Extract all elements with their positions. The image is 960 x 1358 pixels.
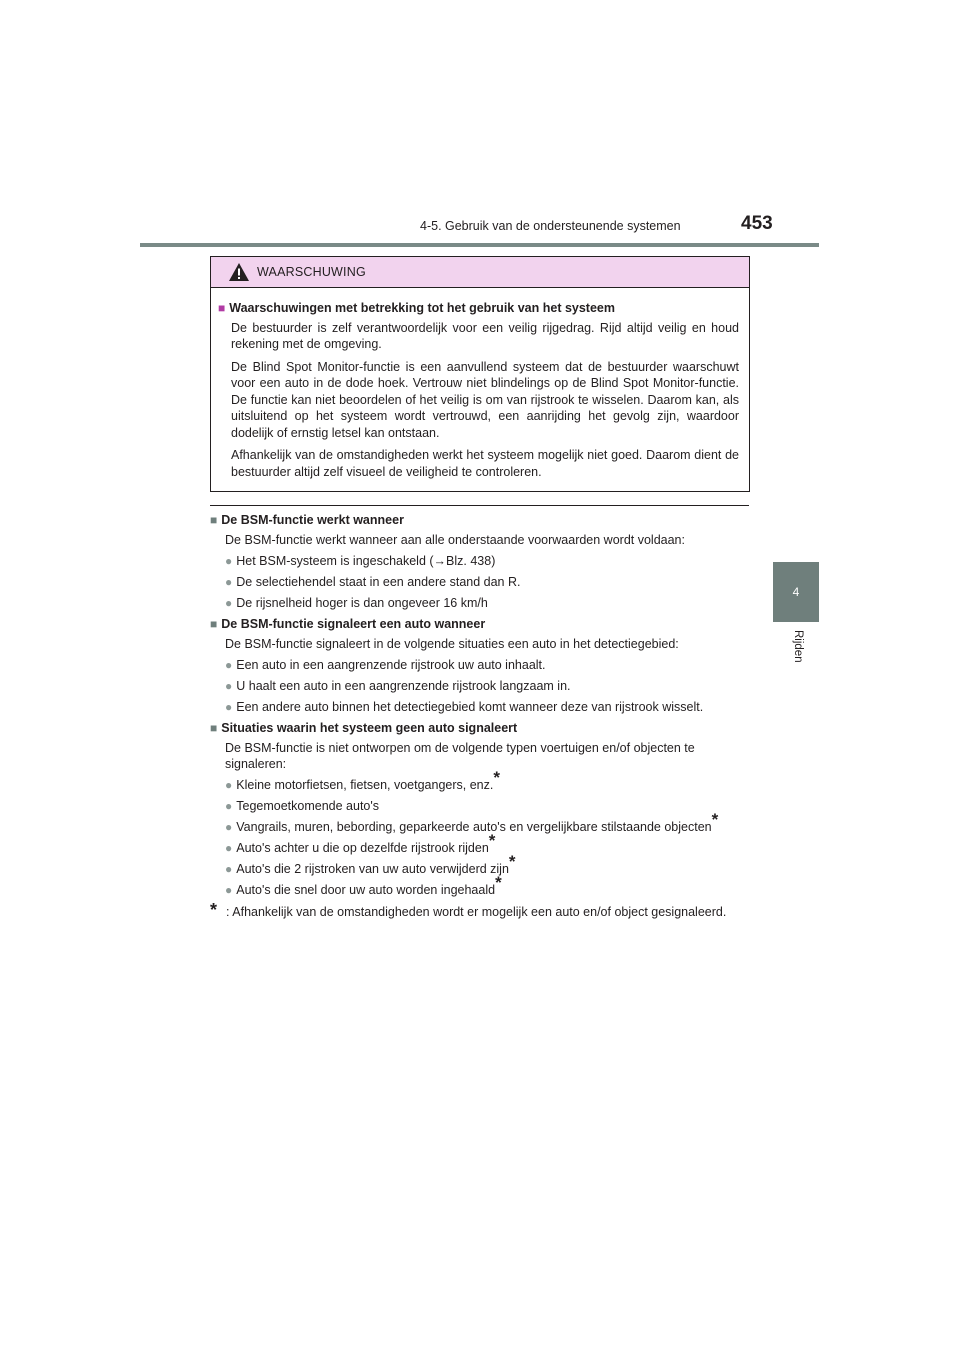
section-heading bbox=[210, 512, 750, 528]
chapter-number: 4 bbox=[792, 585, 800, 599]
section-heading bbox=[210, 720, 750, 736]
list-item-text: Tegemoetkomende auto's bbox=[236, 799, 380, 813]
round-bullet-icon: ● bbox=[225, 554, 233, 568]
round-bullet-icon: ● bbox=[225, 841, 233, 855]
footnote-star: * bbox=[488, 830, 496, 850]
warning-paragraph: Afhankelijk van de omstandigheden werkt het systeem mogelijk niet goed. Daarom dient de bestuurder altijd zelf visueel de veiligheid te controleren. bbox=[231, 448, 739, 479]
footnote-text: : Afhankelijk van de omstandigheden wordt er mogelijk een auto en/of object gesignaleerd. bbox=[226, 905, 727, 919]
warning-heading bbox=[218, 300, 739, 317]
round-bullet-icon: ● bbox=[225, 778, 233, 792]
list-item bbox=[225, 809, 750, 835]
round-bullet-icon: ● bbox=[225, 820, 233, 834]
warning-heading-text: Waarschuwingen met betrekking tot het gebruik van het systeem bbox=[229, 301, 615, 315]
list-item-text: De selectiehendel staat in een andere stand dan R. bbox=[236, 575, 521, 589]
list-item-text: Het BSM-systeem is ingeschakeld (→Blz. 438) bbox=[236, 554, 496, 568]
list-item bbox=[225, 678, 750, 694]
list-item-text: Auto's achter u die op dezelfde rijstrook rijden bbox=[236, 841, 489, 855]
section-intro: De BSM-functie signaleert in de volgende situaties een auto in het detectiegebied: bbox=[225, 637, 679, 651]
warning-title: WAARSCHUWING bbox=[257, 265, 366, 279]
section-heading-text: Situaties waarin het systeem geen auto signaleert bbox=[221, 721, 518, 735]
footnote bbox=[210, 900, 750, 920]
warning-paragraph: De Blind Spot Monitor-functie is een aanvullend systeem dat de bestuurder waarschuwt voor een auto in de dode hoek. Vertrouw niet blindelings op de Blind Spot Monitor-functie. De functie kan niet beoordelen of het veilig is om van rijstrook te wisselen. Daarom kan, als uitsluitend op het systeem wordt vertrouwd, een aanrijding het gevolg zijn, waardoor dodelijk of ernstig letsel kan ontstaan. bbox=[231, 359, 739, 440]
list-item bbox=[225, 767, 750, 793]
warning-body bbox=[211, 288, 749, 480]
square-bullet-icon: ■ bbox=[210, 617, 218, 631]
list-item bbox=[225, 553, 750, 569]
footnote-star: * bbox=[495, 872, 502, 892]
warning-box bbox=[210, 256, 750, 492]
warning-triangle-icon bbox=[228, 262, 250, 282]
list-item bbox=[225, 699, 750, 715]
header-rule bbox=[140, 243, 819, 247]
section-heading bbox=[210, 616, 750, 632]
round-bullet-icon: ● bbox=[225, 799, 233, 813]
list-item bbox=[225, 595, 750, 611]
list-item-text: U haalt een auto in een aangrenzende rijstrook langzaam in. bbox=[236, 679, 571, 693]
page-number: 453 bbox=[741, 213, 773, 234]
list-item bbox=[225, 657, 750, 673]
footnote-star: * bbox=[711, 809, 719, 829]
footnote-star: * bbox=[508, 851, 516, 871]
list-item-text: De rijsnelheid hoger is dan ongeveer 16 km/h bbox=[236, 596, 488, 610]
warning-paragraph: De bestuurder is zelf verantwoordelijk voor een veilig rijgedrag. Rijd altijd veilig en houd rekening met de omgeving. bbox=[231, 320, 739, 351]
list-item-text: Auto's die snel door uw auto worden ingehaald bbox=[236, 883, 496, 897]
list-item bbox=[225, 851, 750, 877]
square-bullet-icon: ■ bbox=[210, 513, 218, 527]
section-intro: De BSM-functie werkt wanneer aan alle onderstaande voorwaarden wordt voldaan: bbox=[225, 533, 685, 547]
main-content bbox=[210, 512, 750, 920]
list-item bbox=[225, 830, 750, 856]
list-item bbox=[225, 798, 750, 814]
round-bullet-icon: ● bbox=[225, 679, 233, 693]
square-bullet-icon: ■ bbox=[210, 721, 218, 735]
chapter-tab[interactable] bbox=[773, 562, 819, 622]
section-heading-text: De BSM-functie werkt wanneer bbox=[221, 513, 404, 527]
square-bullet-icon: ■ bbox=[218, 301, 226, 315]
section-heading-text: De BSM-functie signaleert een auto wanneer bbox=[221, 617, 486, 631]
list-item-text: Een andere auto binnen het detectiegebied komt wanneer deze van rijstrook wisselt. bbox=[236, 700, 704, 714]
round-bullet-icon: ● bbox=[225, 700, 233, 714]
section-title: 4-5. Gebruik van de ondersteunende systemen bbox=[420, 219, 681, 233]
warning-header bbox=[211, 257, 749, 288]
round-bullet-icon: ● bbox=[225, 883, 233, 897]
list-item-text: Vangrails, muren, bebording, geparkeerde auto's en vergelijkbare stilstaande objecten bbox=[236, 820, 712, 834]
round-bullet-icon: ● bbox=[225, 658, 233, 672]
footnote-mark: * bbox=[210, 900, 218, 920]
list-item-text: Een auto in een aangrenzende rijstrook uw auto inhaalt. bbox=[236, 658, 546, 672]
list-item-text: Auto's die 2 rijstroken van uw auto verwijderd zijn bbox=[236, 862, 509, 876]
section-intro: De BSM-functie is niet ontworpen om de volgende typen voertuigen en/of objecten te signaleren: bbox=[225, 741, 695, 771]
list-item bbox=[225, 574, 750, 590]
footnote-star: * bbox=[493, 767, 500, 787]
round-bullet-icon: ● bbox=[225, 862, 233, 876]
list-item bbox=[225, 872, 750, 898]
round-bullet-icon: ● bbox=[225, 575, 233, 589]
list-item-text: Kleine motorfietsen, fietsen, voetgangers, enz. bbox=[236, 778, 494, 792]
chapter-label: Rijden bbox=[792, 630, 804, 663]
separator-rule bbox=[210, 505, 749, 506]
round-bullet-icon: ● bbox=[225, 596, 233, 610]
